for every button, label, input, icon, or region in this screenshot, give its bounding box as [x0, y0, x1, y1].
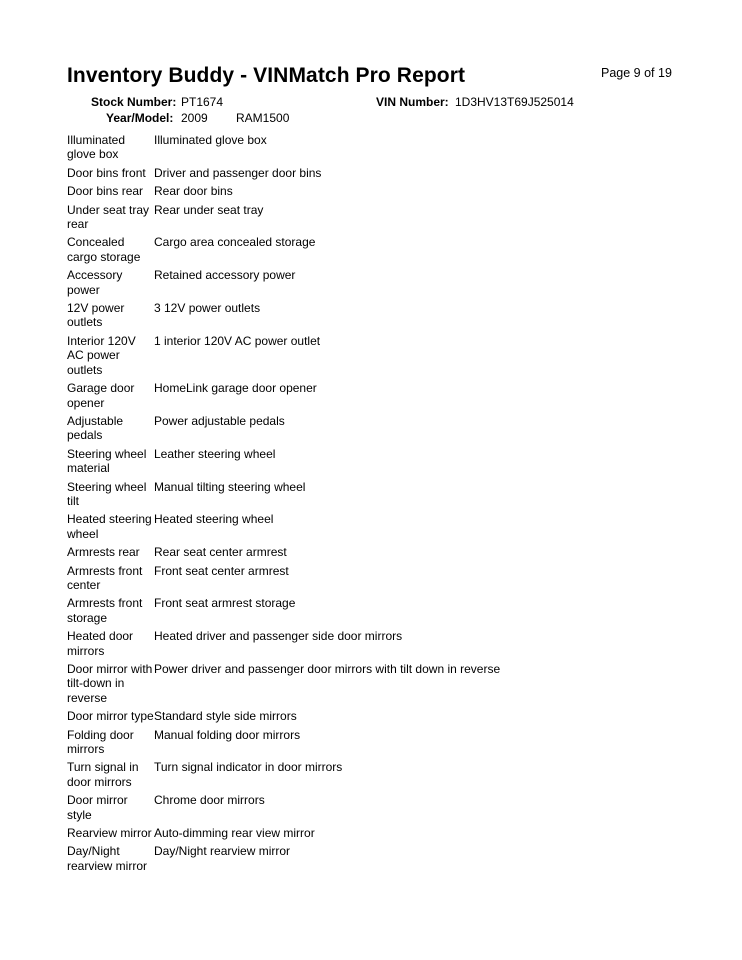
- feature-value: Standard style side mirrors: [154, 709, 297, 724]
- feature-row: [67, 629, 727, 658]
- vin-number-value: 1D3HV13T69J525014: [455, 95, 574, 109]
- feature-value: Heated driver and passenger side door mirrors: [154, 629, 403, 644]
- feature-row: [67, 793, 727, 822]
- feature-value: HomeLink garage door opener: [154, 381, 317, 396]
- feature-value: Manual folding door mirrors: [154, 727, 301, 742]
- feature-label: Door bins front: [67, 165, 146, 180]
- feature-row: [67, 268, 727, 297]
- feature-value: Day/Night rearview mirror: [154, 844, 291, 859]
- feature-value: Front seat center armrest: [154, 563, 289, 578]
- feature-row: [67, 334, 727, 377]
- feature-label: Door bins rear: [67, 184, 144, 199]
- feature-label: Armrests front center: [67, 563, 143, 592]
- feature-label: Heated steering wheel: [67, 512, 152, 541]
- feature-label: Interior 120V AC power outlets: [67, 333, 136, 377]
- feature-list: [67, 133, 727, 877]
- feature-label: Under seat tray rear: [67, 202, 150, 232]
- feature-label: Adjustable pedals: [67, 413, 124, 443]
- feature-value: Driver and passenger door bins: [154, 165, 322, 180]
- feature-row: [67, 826, 727, 840]
- feature-row: [67, 133, 727, 162]
- feature-value: Leather steering wheel: [154, 446, 276, 461]
- feature-value: Power driver and passenger door mirrors with tilt down in reverse: [154, 662, 501, 676]
- feature-value: Chrome door mirrors: [154, 793, 265, 808]
- year-model-label: Year/Model:: [106, 111, 174, 125]
- feature-label: Door mirror style: [67, 793, 128, 822]
- feature-value: Front seat armrest storage: [154, 596, 296, 611]
- page-number: Page 9 of 19: [601, 66, 672, 80]
- feature-label: Garage door opener: [67, 381, 135, 410]
- feature-row: [67, 235, 727, 264]
- feature-value: Rear seat center armrest: [154, 545, 287, 560]
- feature-row: [67, 203, 727, 232]
- feature-label: Door mirror with tilt-down in reverse: [67, 662, 153, 705]
- feature-label: 12V power outlets: [67, 301, 125, 330]
- feature-label: Folding door mirrors: [67, 727, 134, 757]
- feature-row: [67, 662, 727, 705]
- feature-row: [67, 760, 727, 789]
- feature-row: [67, 512, 727, 541]
- feature-label: Concealed cargo storage: [67, 235, 141, 264]
- report-title: Inventory Buddy - VINMatch Pro Report: [67, 64, 466, 87]
- feature-row: [67, 166, 727, 180]
- feature-value: Turn signal indicator in door mirrors: [154, 760, 343, 775]
- feature-label: Steering wheel material: [67, 446, 147, 476]
- feature-row: [67, 447, 727, 476]
- feature-row: [67, 564, 727, 593]
- feature-value: Cargo area concealed storage: [154, 235, 316, 250]
- feature-value: 1 interior 120V AC power outlet: [154, 333, 321, 348]
- feature-row: [67, 381, 727, 410]
- feature-row: [67, 596, 727, 625]
- feature-value: Manual tilting steering wheel: [154, 479, 306, 494]
- feature-label: Heated door mirrors: [67, 629, 134, 658]
- vin-number-label: VIN Number:: [376, 95, 449, 109]
- feature-row: [67, 728, 727, 757]
- year-value: 2009: [181, 111, 208, 125]
- feature-label: Turn signal in door mirrors: [67, 760, 139, 789]
- stock-number-value: PT1674: [181, 95, 224, 109]
- feature-label: Accessory power: [67, 268, 123, 297]
- feature-row: [67, 709, 727, 723]
- feature-value: Rear door bins: [154, 184, 233, 199]
- feature-label: Rearview mirror: [67, 826, 152, 841]
- feature-row: [67, 184, 727, 198]
- feature-value: Auto-dimming rear view mirror: [154, 826, 315, 841]
- stock-number-label: Stock Number:: [91, 95, 177, 109]
- feature-row: [67, 545, 727, 559]
- feature-value: Rear under seat tray: [154, 202, 264, 217]
- feature-value: Heated steering wheel: [154, 512, 274, 527]
- feature-label: Steering wheel tilt: [67, 479, 147, 508]
- feature-row: [67, 301, 727, 330]
- feature-label: Armrests front storage: [67, 596, 143, 625]
- feature-label: Armrests rear: [67, 545, 140, 560]
- feature-value: Power adjustable pedals: [154, 413, 285, 428]
- feature-row: [67, 480, 727, 509]
- feature-value: Retained accessory power: [154, 268, 296, 283]
- model-value: RAM1500: [236, 111, 290, 125]
- feature-value: Illuminated glove box: [154, 133, 267, 147]
- feature-label: Day/Night rearview mirror: [67, 844, 148, 873]
- feature-value: 3 12V power outlets: [154, 301, 261, 316]
- feature-label: Illuminated glove box: [67, 133, 126, 162]
- feature-label: Door mirror type: [67, 709, 154, 724]
- feature-row: [67, 414, 727, 443]
- feature-row: [67, 844, 727, 873]
